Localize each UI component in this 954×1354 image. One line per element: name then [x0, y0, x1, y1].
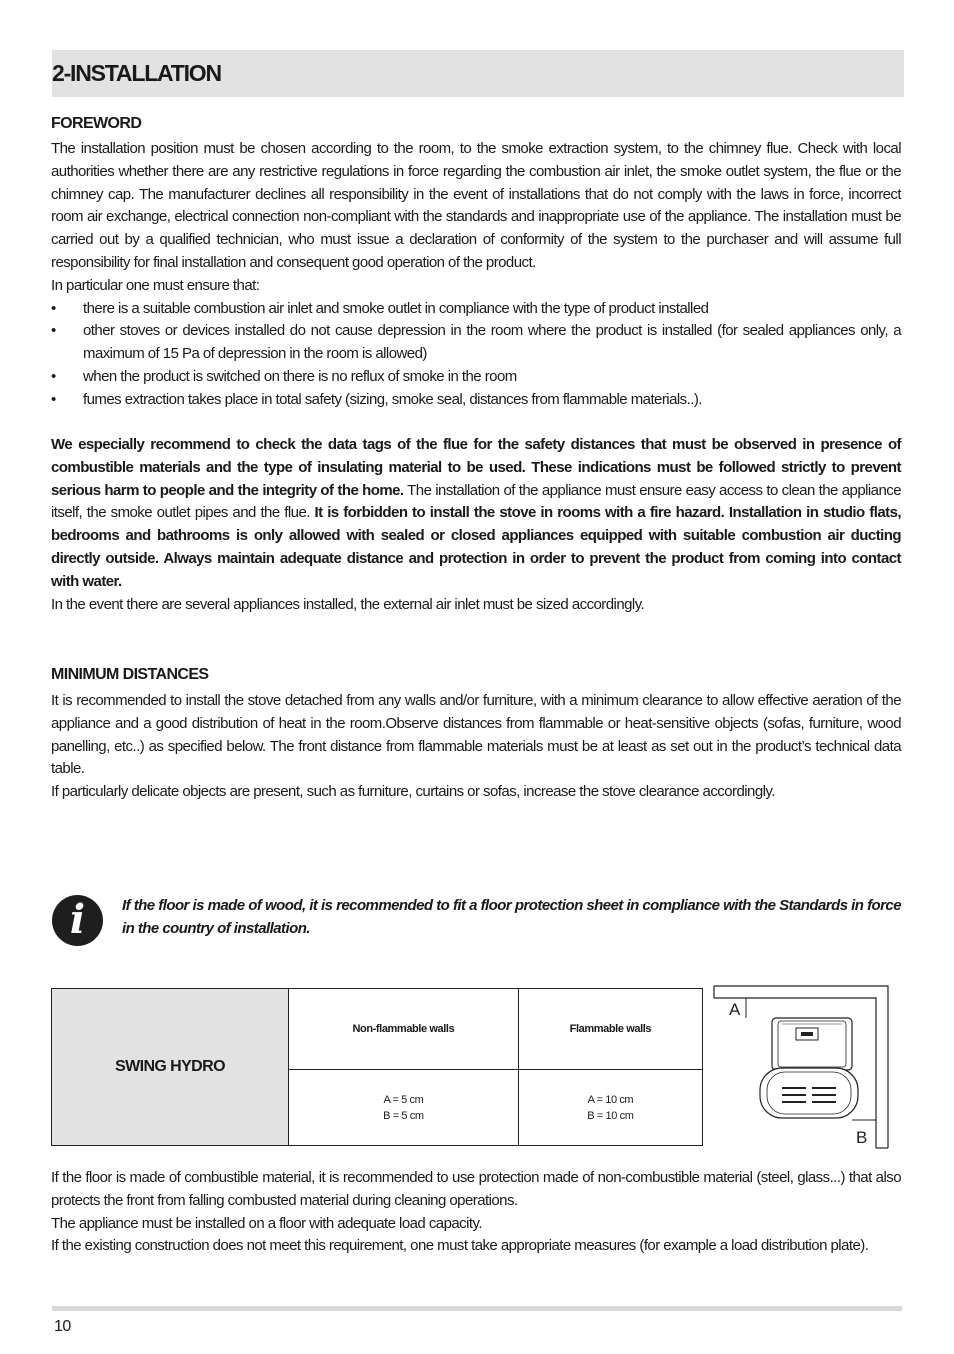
floor-section — [51, 1167, 901, 1258]
page-title: 2-INSTALLATION — [52, 60, 221, 86]
section-header-bar — [52, 50, 904, 97]
wood-floor-note: If the floor is made of wood, it is recommended to fit a floor protection sheet in compliance with the Standards in force in the country of installation. — [122, 897, 901, 937]
table-row — [52, 989, 703, 1070]
list-item: • when the product is switched on there is no reflux of smoke in the room — [51, 367, 517, 385]
page-number: 10 — [54, 1318, 71, 1335]
stove-illustration — [760, 1018, 858, 1118]
flammable-values — [518, 1070, 702, 1146]
recommendation-paragraph: We especially recommend to check the data tags of the flue for the safety distances that must be observed in presence of combustible materials and the type of insulating material to be used. These indications must be followed strictly to prevent serious harm to people and the integrity of the home. The installation of the appliance must ensure easy access to clean the appliance itself, the smoke outlet pipes and the flue. It is forbidden to install the stove in rooms with a fire hazard. Installation in studio flats, bedrooms and bathrooms is only allowed with sealed or closed appliances equipped with suitable combustion air ducting directly outside. Always maintain adequate distance and protection in order to prevent the product from coming into contact with water. — [51, 436, 902, 590]
existing-construction-paragraph: If the existing construction does not meet this requirement, one must take appropriate measures (for example a load distribution plate). — [51, 1237, 869, 1255]
distance-a-value: A = 5 cm — [383, 1093, 424, 1106]
minimum-distances-paragraph: It is recommended to install the stove detached from any walls and/or furniture, with a minimum clearance to allow effective aeration of the appliance and a good distribution of heat in the room.Observe distances from flammable or heat-sensitive objects (sofas, furniture, wood panelling, etc..) as specified below. The front distance from flammable materials must be at least as set out in the product’s technical data table. — [51, 692, 901, 778]
several-appliances-note: In the event there are several appliances installed, the external air inlet must be sized accordingly. — [51, 595, 645, 613]
load-capacity-paragraph: The appliance must be installed on a floor with adequate load capacity. — [51, 1214, 482, 1232]
foreword-paragraph: The installation position must be chosen according to the room, to the smoke extraction system, to the chimney flue. Check with local authorities whether there are any restrictive regulations in force regarding the combustion air inlet, the smoke outlet system, the flue or the chimney cap. The manufacturer declines all responsibility in the event of installations that do not comply with the laws in force, incorrect room air exchange, electrical connection non-compliant with the standards and inappropriate use of the appliance. The installation must be carried out by a qualified technician, who must issue a declaration of conformity of the system to the purchaser and will assume full responsibility for final installation and consequent good operation of the product. — [51, 140, 901, 271]
list-item: • fumes extraction takes place in total safety (sizing, smoke seal, distances from flammable materials..). — [51, 390, 702, 408]
list-item: • other stoves or devices installed do not cause depression in the room where the product is installed (for sealed appliances only, a maximum of 15 Pa of depression in the room is allowed) — [51, 322, 901, 363]
minimum-distances-body — [51, 690, 901, 804]
stove-clearance-diagram — [712, 984, 892, 1150]
label-b: B — [856, 1128, 868, 1147]
foreword-title: FOREWORD — [51, 115, 142, 132]
safety-recommendation — [51, 434, 901, 616]
foreword-intro: In particular one must ensure that: — [51, 276, 260, 294]
column-header-flammable: Flammable walls — [518, 989, 702, 1070]
requirements-list — [51, 298, 901, 412]
distance-b-value: B = 10 cm — [587, 1109, 634, 1122]
non-flammable-values — [289, 1070, 519, 1146]
list-item: • there is a suitable combustion air inlet and smoke outlet in compliance with the type of product installed — [51, 299, 709, 317]
foreword-body — [51, 138, 901, 412]
distance-table — [51, 988, 703, 1146]
label-a: A — [729, 1000, 741, 1019]
footer-divider — [52, 1306, 902, 1311]
delicate-objects-note: If particularly delicate objects are present, such as furniture, curtains or sofas, increase the stove clearance accordingly. — [51, 783, 775, 801]
distance-b-value: B = 5 cm — [383, 1109, 424, 1122]
minimum-distances-title: MINIMUM DISTANCES — [51, 666, 209, 683]
model-name-cell: SWING HYDRO — [52, 989, 289, 1146]
combustible-floor-paragraph: If the floor is made of combustible material, it is recommended to use protection made of non-combustible material (steel, glass...) that also protects the front from falling combusted material during cleaning operations. — [51, 1169, 901, 1209]
distance-a-value: A = 10 cm — [587, 1093, 634, 1106]
column-header-non-flammable: Non-flammable walls — [289, 989, 519, 1070]
info-icon: i — [52, 895, 103, 946]
